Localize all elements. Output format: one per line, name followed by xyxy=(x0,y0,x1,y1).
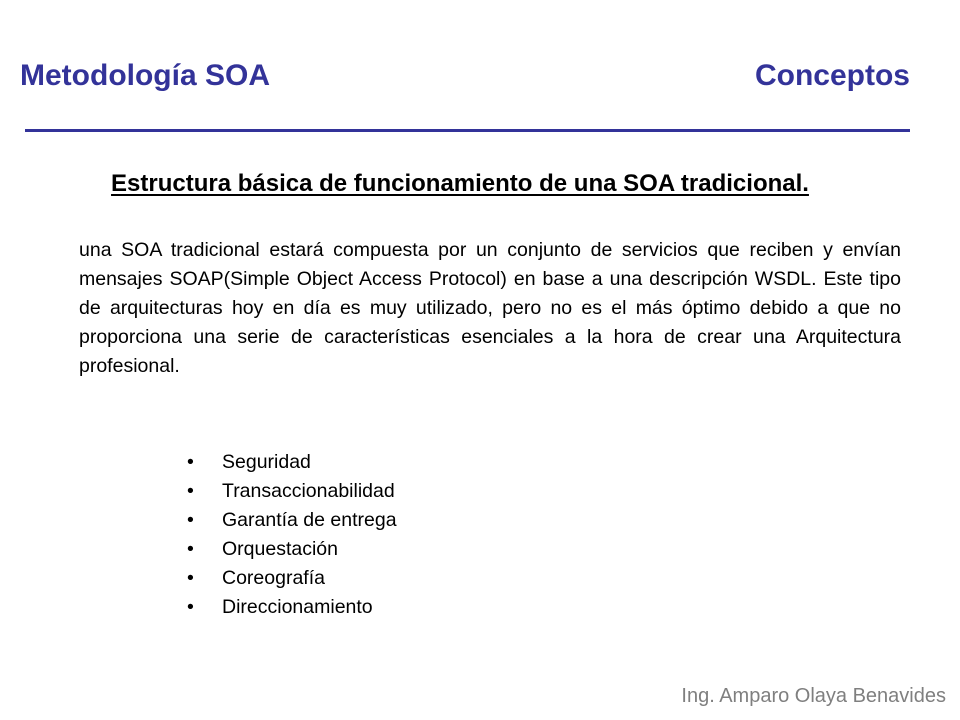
list-item-label: Coreografía xyxy=(222,567,325,589)
list-item xyxy=(187,506,397,535)
list-item xyxy=(187,593,397,622)
list-item xyxy=(187,535,397,564)
list-item-label: Orquestación xyxy=(222,538,338,560)
bullet-icon: • xyxy=(187,596,194,618)
bullet-icon: • xyxy=(187,567,194,589)
section-label: Conceptos xyxy=(754,59,910,92)
list-item-label: Seguridad xyxy=(222,451,311,473)
bullet-icon: • xyxy=(187,480,194,502)
feature-list xyxy=(187,448,397,622)
slide-header xyxy=(20,58,910,108)
list-item xyxy=(187,564,397,593)
list-item-label: Direccionamiento xyxy=(222,596,373,618)
bullet-icon: • xyxy=(187,538,194,560)
slide-title: Metodología SOA xyxy=(20,59,270,92)
list-item xyxy=(187,477,397,506)
list-item xyxy=(187,448,397,477)
list-item-label: Transaccionabilidad xyxy=(222,480,395,502)
slide-subtitle: Estructura básica de funcionamiento de una SOA tradicional. xyxy=(111,170,809,197)
list-item-label: Garantía de entrega xyxy=(222,509,397,531)
bullet-icon: • xyxy=(187,509,194,531)
body-paragraph: una SOA tradicional estará compuesta por un conjunto de servicios que reciben y envían mensajes SOAP(Simple Object Access Protocol) en base a una descripción WSDL. Este tipo de arquitecturas hoy en día es muy utilizado, pero no es el más óptimo debido a que no proporciona una serie de características esenciales a la hora de crear una Arquitectura profesional. xyxy=(79,239,901,377)
footer-author: Ing. Amparo Olaya Benavides xyxy=(681,685,946,707)
bullet-icon: • xyxy=(187,451,194,473)
header-divider xyxy=(25,129,910,132)
